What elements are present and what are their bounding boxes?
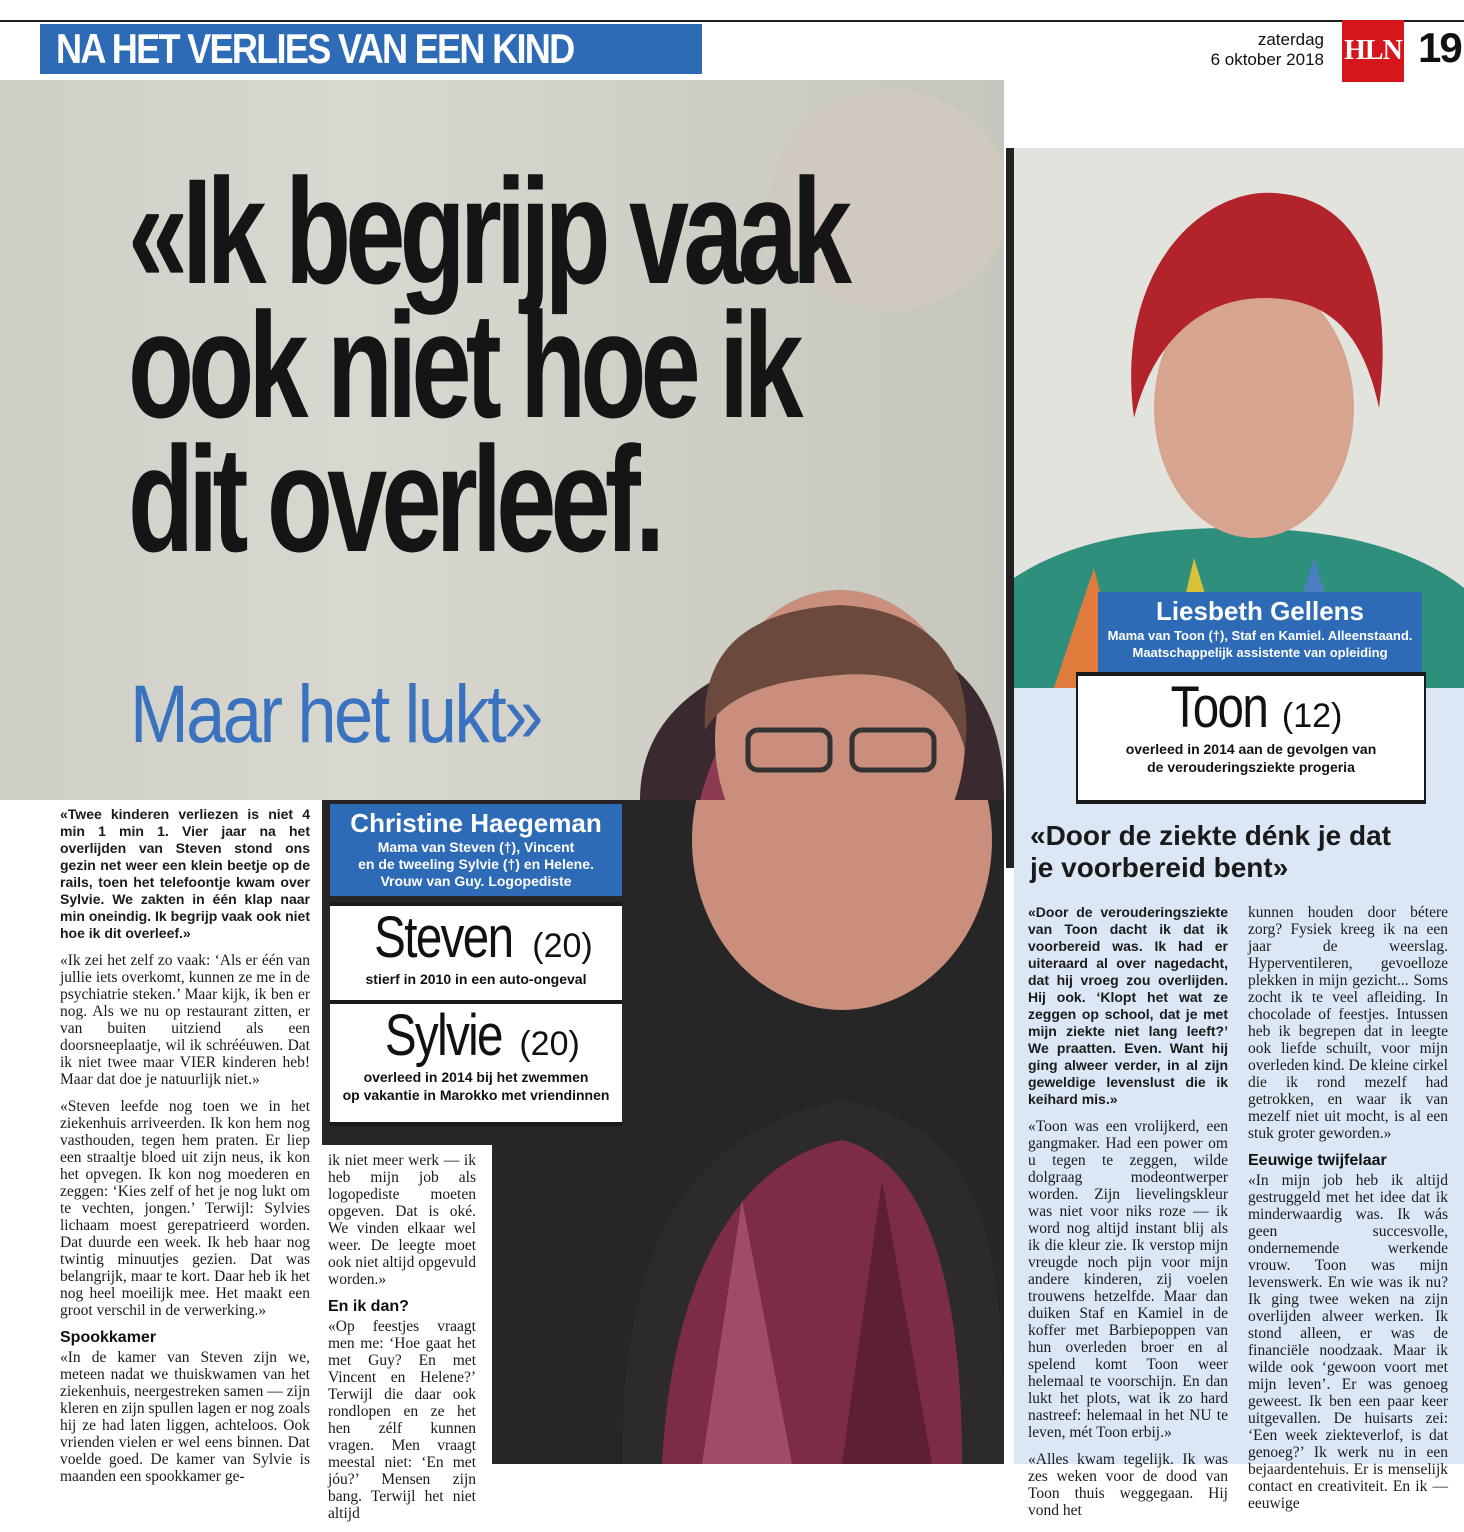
hln-logo: HLN	[1342, 20, 1404, 82]
article-column-4	[1248, 904, 1448, 1522]
col1-paragraph-2: «Steven leefde nog toen we in het ziekenhuis arriveerden. Ik kon hem nog vasthouden, tegen hem praten. Er liep een straaltje bloed uit zijn neus, ik kon het opvegen. Ik kon nog moederen en zeggen: ‘Kies zelf of het je nog lukt om te vechten, jongen.’ Terwijl: Sylvies lichaam moest gerepatrieerd worden. Dat duurde een week. Ik heb haar nog twintig minuutjes gezien. Dat was belangrijk, maar te kort. Daar heb ik het nog heel moeilijk mee. Het maakt een groot verschil in de verwerking.»	[60, 1098, 310, 1319]
col3-paragraph-1: «Toon was een vrolijkerd, een gangmaker. Had een power om u tegen te zeggen, wilde dolgraag modeontwerper worden. Zijn lievelingskleur was niet voor niks roze — ik word nog altijd instant blij als ik die kleur zie. Ik verstop mijn vreugde noch pijn voor mijn andere kinderen, zij voelen trouwens hetzelfde. Maar dan duiken Staf en Kamiel in de koffer met Barbiepoppen van hun overleden broer en al spelend komt Toon weer helemaal te voorschijn. En dan lukt het plots, wat ik zo hard nastreef: helemaal in het NU te leven, mét Toon erbij.»	[1028, 1118, 1228, 1441]
article-column-3	[1028, 904, 1228, 1529]
headline-line-2: ook niet hoe ik	[128, 281, 798, 449]
christine-desc-line-1: Mama van Steven (†), Vincent	[377, 839, 575, 855]
kid-name-sylvie: Sylvie	[385, 1003, 503, 1068]
col4-paragraph-1: kunnen houden door bétere zorg? Fysiek kreeg ik na een jaar de weerslag. Hyperventileren, gevoelloze plekken in mijn gezicht... Soms zocht ik te veel afleiding. In chocolade of feestjes. Intussen heb ik begrepen dat in leegte ook liefde schuilt, voor mijn overleden kind. De kleine cirkel die ik rond mezelf had getrokken, en waar ik van mezelf niet uit mocht, is al een stuk groter geworden.»	[1248, 904, 1448, 1142]
col2-paragraph-1: ik niet meer werk — ik heb mijn job als logopediste moeten opgeven. Dat is oké. We vinden elkaar wel weer. De leegte moet ook niet altijd opgevuld worden.»	[328, 1152, 476, 1288]
col4-paragraph-2: «In mijn job heb ik altijd gestruggeld met het idee dat ik minderwaardig was. Ik wás geen succesvolle, ondernemende werkende vrouw. Toon was mijn levenswerk. En wie was ik nu? Ik ging twee weken na zijn overlijden alweer werken. Ik stond alleen, er was de financiële noodzaak. Maar ik wilde ook ‘gewoon voort met mijn leven’. Er was genoeg geweest. Ik ben een paar keer uitgevallen. De huisarts zei: ‘Een week ziekteverlof, is dat genoeg?’ Ik werk nu in een bejaardentehuis. Er is menselijk contact en creativiteit. En ik — eeuwige	[1248, 1172, 1448, 1512]
article-column-2	[328, 1152, 476, 1532]
kid-box-sylvie	[330, 1000, 622, 1126]
liesbeth-desc-line-2: Maatschappelijk assistente van opleiding	[1132, 645, 1388, 660]
christine-description	[330, 839, 622, 890]
date-day: zaterdag	[1257, 30, 1324, 49]
col3-intro: «Door de verouderingsziekte van Toon dacht ik dat ik voorbereid was. Ik had er uiteraard al over nagedacht, dat hij vroeg zou overlijden. Hij ook. ‘Klopt het wat ze zeggen op school, dat je met mijn ziekte niet lang leeft?’ We praatten. Even. Want hij ging alweer verder, in al zijn geweldige levenslust die ik keihard mis.»	[1028, 904, 1228, 1107]
kid-box-toon	[1076, 672, 1426, 804]
liesbeth-description	[1098, 627, 1422, 661]
christine-desc-line-2: en de tweeling Sylvie (†) en Helene.	[358, 856, 594, 872]
article-column-1	[60, 806, 310, 1495]
col2-paragraph-2: «Op feestjes vraagt men me: ‘Hoe gaat het met Guy? En met Vincent en Helene?’ Terwijl die daar ook rondlopen en ze het hen zélf kunnen vragen. Men vraagt meestal niet: ‘En met jóu?’ Mensen zijn bang. Terwijl het niet altijd	[328, 1318, 476, 1522]
liesbeth-pull-quote: «Door de ziekte dénk je dat je voorbereid bent»	[1030, 820, 1391, 883]
kid-note-sylvie-2: op vakantie in Marokko met vriendinnen	[342, 1087, 610, 1103]
col3-paragraph-2: «Alles kwam tegelijk. Ik was zes weken voor de dood van Toon thuis weggegaan. Hij vond het	[1028, 1451, 1228, 1519]
col1-paragraph-1: «Ik zei het zelf zo vaak: ‘Als er één van jullie iets overkomt, kunnen ze me in de psychiatrie steken.’ Maar kijk, ik ben er nog. Als we nu op restaurant zitten, er van buiten uitziend als een doorsneeplaatje, wil ik schrééuwen. Dat ik niet twee maar VIER kinderen heb! Maar dat doe je natuurlijk niet.»	[60, 952, 310, 1088]
kid-age-toon: (12)	[1281, 697, 1343, 735]
section-title: NA HET VERLIES VAN EEN KIND	[56, 25, 574, 72]
kid-note-sylvie-1: overleed in 2014 bij het zwemmen	[363, 1069, 589, 1085]
kid-name-toon: Toon	[1170, 675, 1267, 740]
col4-subhead: Eeuwige twijfelaar	[1248, 1152, 1387, 1169]
top-rule	[0, 20, 1464, 22]
liesbeth-desc-line-1: Mama van Toon (†), Staf en Kamiel. Alleenstaand.	[1107, 628, 1413, 643]
kid-note-steven: stierf in 2010 in een auto-ongeval	[365, 971, 587, 987]
liesbeth-name: Liesbeth Gellens	[1155, 596, 1365, 626]
kid-note-toon-2: de verouderingsziekte progeria	[1147, 759, 1355, 775]
kid-age-sylvie: (20)	[519, 1025, 580, 1063]
kid-age-steven: (20)	[532, 927, 593, 965]
kid-note-toon-1: overleed in 2014 aan de gevolgen van	[1125, 741, 1377, 757]
page-number: 19	[1418, 24, 1461, 71]
col1-intro: «Twee kinderen verliezen is niet 4 min 1 min 1. Vier jaar na het overlijden van Steven stond ons gezin net weer een klein beetje op de rails, toen het telefoontje kwam over Sylvie. We zakten in één klap naar min oneindig. Ik begrijp vaak ook niet hoe ik dit overleef.»	[60, 806, 310, 941]
liesbeth-namebox	[1098, 592, 1422, 672]
col1-paragraph-3: «In de kamer van Steven zijn we, meteen nadat we thuiskwamen van het ziekenhuis, neergestreken samen — zijn kleren en zijn spullen lagen er nog zoals hij ze had laten liggen, achteloos. Ook vrienden vielen er wel eens binnen. Dat voelde goed. De kamer van Sylvie is maanden een spookkamer ge-	[60, 1349, 310, 1485]
christine-name: Christine Haegeman	[350, 808, 602, 838]
photo-frame-rule	[1006, 148, 1014, 868]
headline-line-3: dit overleef.	[128, 415, 660, 583]
headline-line-1: «Ik begrijp vaak	[128, 147, 847, 315]
col2-subhead: En ik dan?	[328, 1298, 409, 1315]
kid-box-steven	[330, 902, 622, 1006]
christine-desc-line-3: Vrouw van Guy. Logopediste	[380, 873, 572, 889]
christine-namebox	[330, 804, 622, 896]
date-full: 6 oktober 2018	[1210, 50, 1324, 69]
col1-subhead: Spookkamer	[60, 1329, 157, 1346]
kid-name-steven: Steven	[374, 905, 513, 970]
headline-subline: Maar het lukt»	[130, 669, 541, 760]
